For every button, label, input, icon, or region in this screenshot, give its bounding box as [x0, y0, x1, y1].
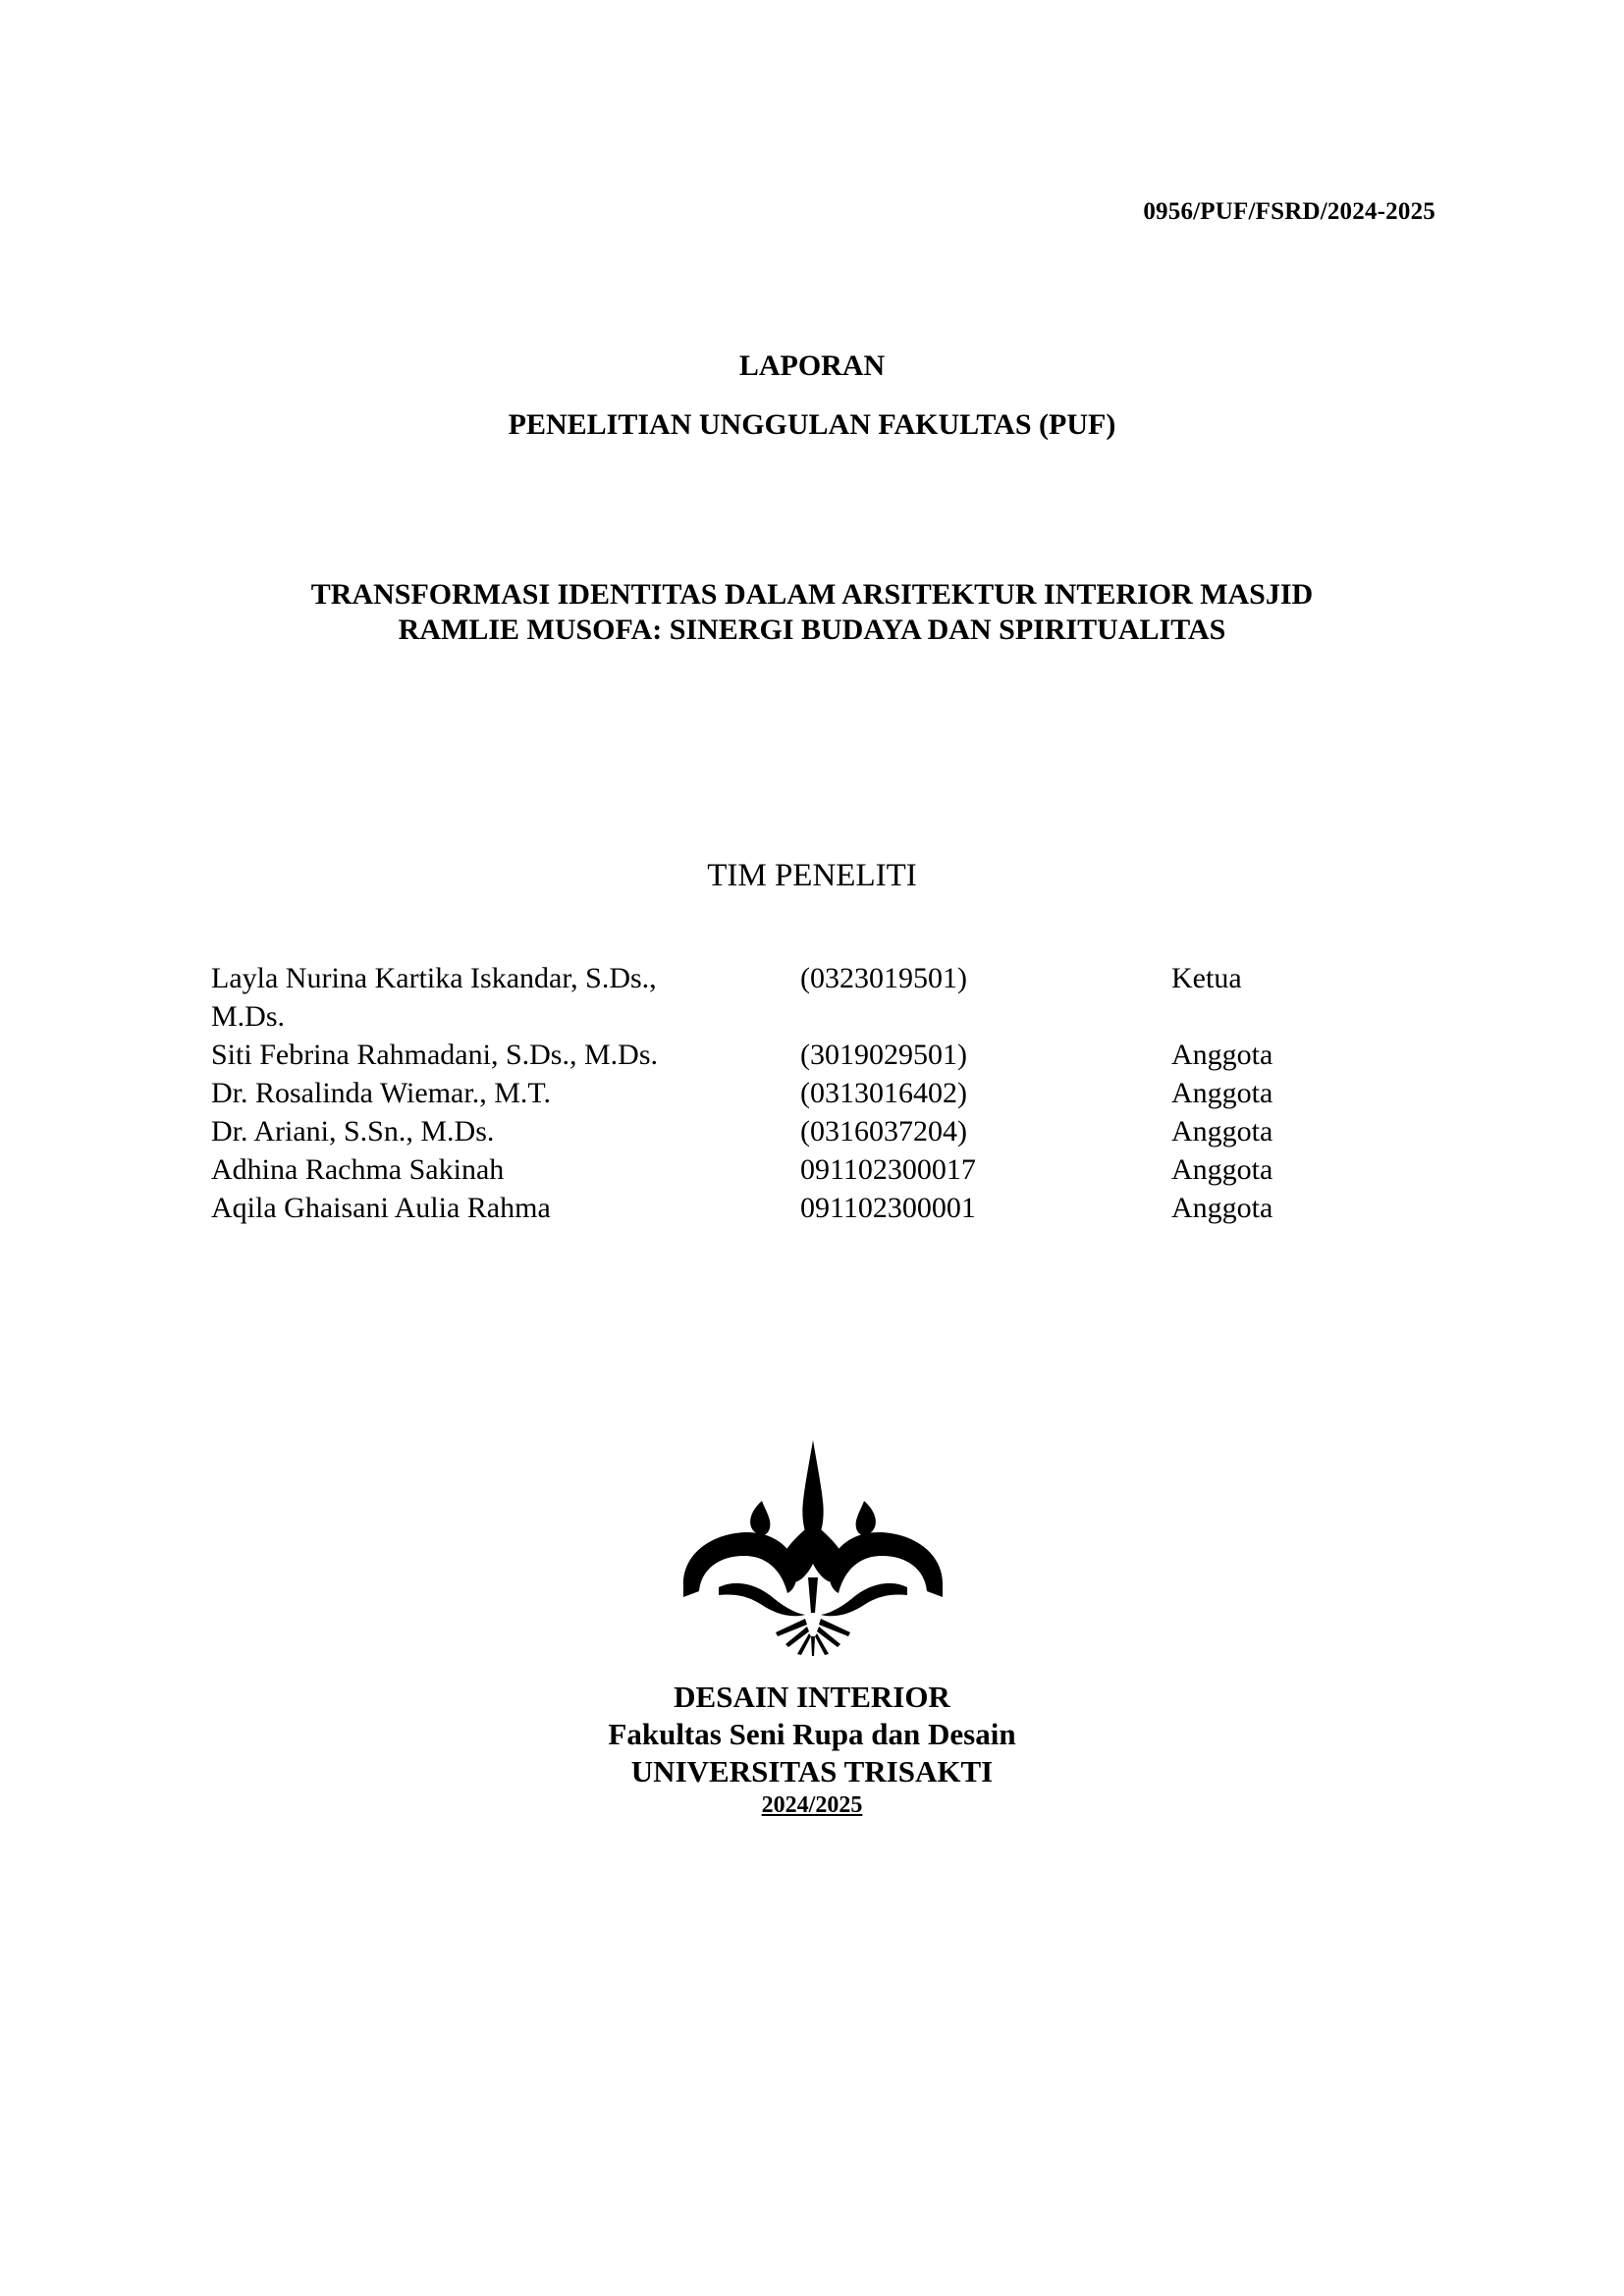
team-member-row	[211, 1150, 1389, 1189]
member-name: Adhina Rachma Sakinah	[211, 1153, 505, 1186]
academic-year: 2024/2025	[761, 1792, 863, 1818]
team-member-row	[211, 1036, 1389, 1074]
team-member-row	[211, 1074, 1389, 1112]
footer-block	[0, 1679, 1624, 1820]
member-name: M.Ds.	[211, 1000, 286, 1033]
member-role: Ketua	[1171, 962, 1242, 994]
document-number: 0956/PUF/FSRD/2024-2025	[1143, 198, 1435, 225]
member-id: (3019029501)	[800, 1039, 967, 1071]
report-title-line-2: RAMLIE MUSOFA: SINERGI BUDAYA DAN SPIRITUALITAS	[398, 614, 1226, 646]
faculty-name: Fakultas Seni Rupa dan Desain	[608, 1717, 1016, 1751]
member-role	[1171, 997, 1387, 1036]
team-member-row	[211, 1189, 1389, 1227]
member-role: Anggota	[1171, 1192, 1273, 1224]
report-title-line-1: TRANSFORMASI IDENTITAS DALAM ARSITEKTUR INTERIOR MASJID	[310, 578, 1314, 611]
member-id: (0313016402)	[800, 1077, 967, 1109]
member-name: Dr. Rosalinda Wiemar., M.T.	[211, 1077, 551, 1109]
member-role: Anggota	[1171, 1077, 1273, 1109]
member-name: Aqila Ghaisani Aulia Rahma	[211, 1192, 551, 1224]
report-title	[0, 577, 1624, 648]
member-name: Layla Nurina Kartika Iskandar, S.Ds.,	[211, 962, 657, 994]
member-role: Anggota	[1171, 1115, 1273, 1148]
member-id: 091102300017	[800, 1153, 976, 1186]
program-name: DESAIN INTERIOR	[674, 1680, 950, 1714]
team-member-row	[211, 997, 1389, 1036]
member-id: (0316037204)	[800, 1115, 967, 1148]
member-role: Anggota	[1171, 1039, 1273, 1071]
university-name: UNIVERSITAS TRISAKTI	[630, 1754, 994, 1789]
member-name: Siti Febrina Rahmadani, S.Ds., M.Ds.	[211, 1039, 658, 1071]
report-heading: LAPORAN	[738, 349, 886, 382]
team-member-row	[211, 1112, 1389, 1150]
member-id	[800, 997, 1171, 1036]
team-heading: TIM PENELITI	[707, 858, 917, 893]
report-subheading: PENELITIAN UNGGULAN FAKULTAS (PUF)	[508, 408, 1116, 441]
member-id: (0323019501)	[800, 962, 967, 994]
member-name: Dr. Ariani, S.Sn., M.Ds.	[211, 1115, 495, 1148]
member-role: Anggota	[1171, 1153, 1273, 1186]
team-member-list	[211, 959, 1389, 1227]
member-id: 091102300001	[800, 1192, 976, 1224]
team-member-row	[211, 959, 1389, 997]
university-emblem-icon	[679, 1440, 947, 1656]
